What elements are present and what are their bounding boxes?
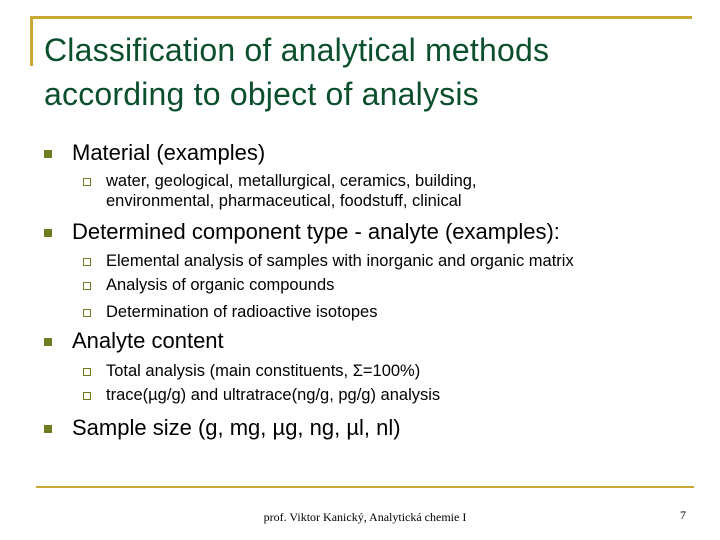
bullet-analyte-content [44,328,704,354]
bullet-heading: Analyte content [72,328,224,353]
sub-bullet-total-analysis [83,361,683,381]
checkbox-bullet-icon [83,309,91,317]
page-number: 7 [680,508,686,522]
bullet-heading: Material (examples) [72,140,266,165]
title-line-2: according to object of analysis [44,76,479,112]
square-bullet-icon [44,229,52,237]
sub-bullet-organic [83,275,683,295]
sub-bullet-text: water, geological, metallurgical, ceramics, building, [106,172,477,190]
sub-bullet-text: trace(µg/g) and ultratrace(ng/g, pg/g) analysis [106,386,441,404]
bullet-heading: Determined component type - analyte (examples): [72,219,560,244]
checkbox-bullet-icon [83,392,91,400]
sub-bullet-text: Elemental analysis of samples with inorganic and organic matrix [106,252,574,270]
footer-divider [36,486,694,488]
square-bullet-icon [44,150,52,158]
sub-bullet-text: Analysis of organic compounds [106,276,335,294]
checkbox-bullet-icon [83,258,91,266]
checkbox-bullet-icon [83,178,91,186]
sub-bullet-trace [83,385,683,405]
sub-bullet-text: Total analysis (main constituents, Σ=100%) [106,362,421,380]
checkbox-bullet-icon [83,368,91,376]
bullet-material [44,140,704,166]
sub-bullet-radioactive [83,302,683,322]
sub-bullet-elemental [83,251,683,271]
bullet-heading: Sample size (g, mg, µg, ng, µl, nl) [72,415,401,440]
sub-bullet-material [83,171,683,211]
title-line-1: Classification of analytical methods [44,32,550,68]
bullet-component-type [44,219,704,245]
checkbox-bullet-icon [83,282,91,290]
square-bullet-icon [44,425,52,433]
sub-bullet-text: Determination of radioactive isotopes [106,303,378,321]
footer-author: prof. Viktor Kanický, Analytická chemie I [263,510,467,524]
square-bullet-icon [44,338,52,346]
bullet-sample-size [44,415,704,441]
sub-bullet-text: environmental, pharmaceutical, foodstuff, clinical [106,192,462,210]
